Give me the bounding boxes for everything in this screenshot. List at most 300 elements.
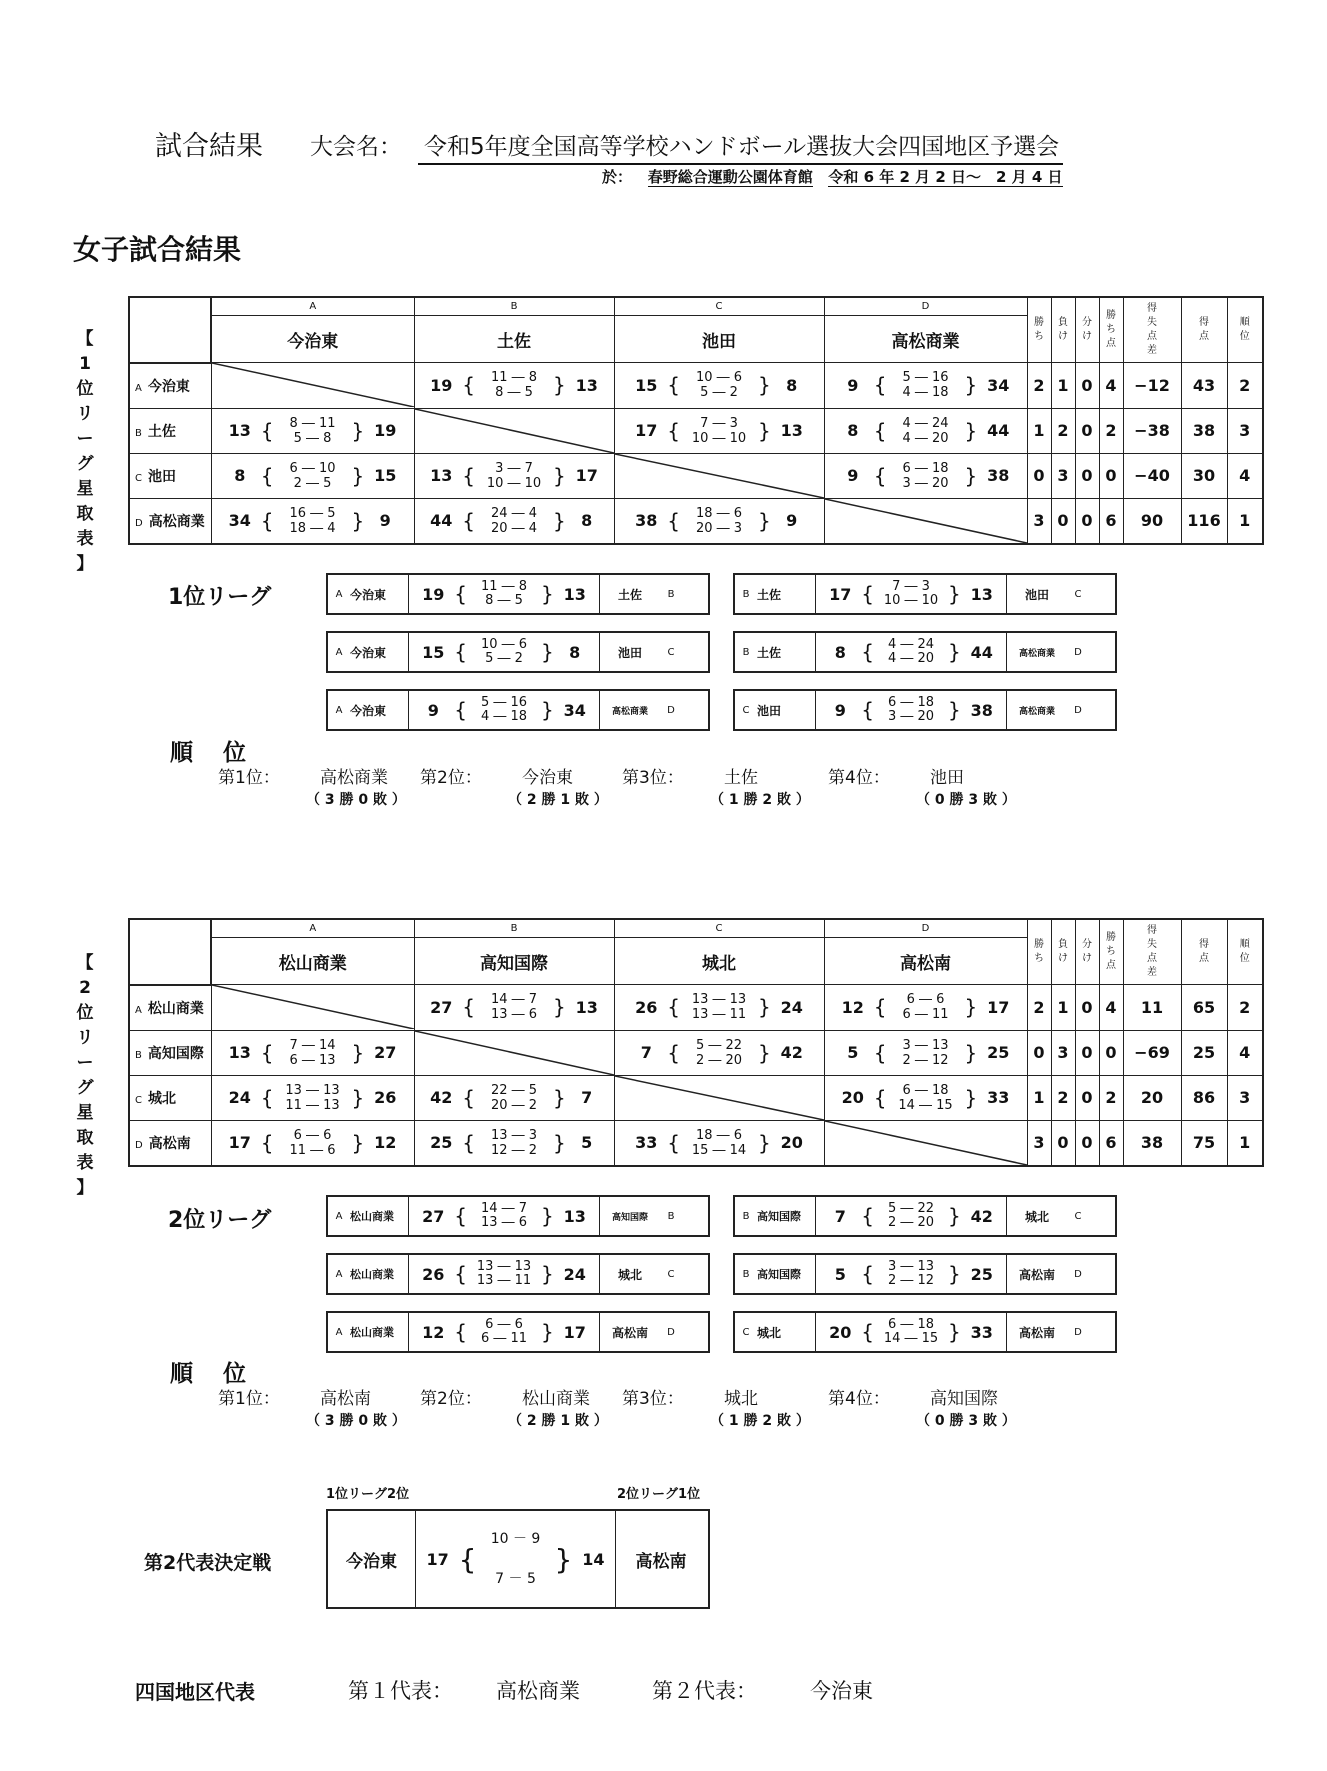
cell-score — [825, 992, 1027, 1022]
stat-header-label: 得 点 — [1199, 317, 1209, 342]
row-letter: B — [135, 1049, 142, 1061]
cell-halves — [893, 992, 959, 1022]
column-letter: D — [824, 919, 1027, 938]
cell-second-half: 3 ― 20 — [902, 475, 949, 491]
cell-halves — [280, 1083, 346, 1113]
cell-score — [415, 1128, 614, 1158]
match-box — [733, 689, 1117, 731]
ranking-place: 第1位： — [218, 1389, 280, 1409]
match-score — [418, 580, 589, 608]
match-first-half: 14 ― 7 — [480, 1201, 528, 1216]
match-left-total: 12 — [422, 1322, 445, 1342]
table-row — [129, 1075, 1263, 1120]
brace-close: } — [758, 508, 771, 533]
stat-value: 11 — [1123, 985, 1181, 1031]
cell-second-half: 2 ― 20 — [695, 1052, 743, 1068]
stat-header — [1099, 297, 1123, 363]
stat-value: 65 — [1181, 985, 1227, 1031]
diagonal-cell — [414, 1030, 614, 1075]
brace-open: { — [454, 698, 467, 722]
match-score — [409, 575, 599, 613]
score-cell — [211, 1120, 414, 1166]
cell-halves — [481, 1128, 547, 1158]
brace-open: { — [861, 582, 874, 606]
score-cell — [211, 453, 414, 498]
column-team-name: 松山商業 — [211, 938, 414, 985]
cell-halves — [893, 416, 959, 446]
tournament-label: 大会名： — [310, 134, 402, 160]
match-left-total: 9 — [834, 700, 846, 720]
side-label-char: 【 — [76, 953, 94, 973]
column-letter: C — [614, 297, 824, 316]
row-team-name: 高松南 — [148, 1135, 191, 1152]
match-score — [825, 1260, 996, 1288]
venue-line — [602, 166, 1063, 187]
match-score — [409, 1313, 599, 1351]
cell-score — [212, 416, 414, 446]
home-letter: A — [335, 704, 343, 716]
cell-second-half: 14 ― 15 — [898, 1097, 953, 1113]
cell-left-total: 13 — [228, 1043, 251, 1062]
home-team: 土佐 — [757, 633, 816, 671]
cell-second-half: 13 ― 11 — [691, 1007, 747, 1023]
match-first-half: 10 ― 6 — [480, 637, 528, 652]
cell-second-half: 8 ― 5 — [495, 385, 533, 401]
home-team: 松山商業 — [350, 1197, 409, 1235]
cell-left-total: 33 — [635, 1133, 658, 1152]
match-box — [326, 573, 710, 615]
away-letter: C — [667, 646, 675, 658]
playoff-score: 17 { 10 － 9 7 － 5 } 14 — [416, 1511, 616, 1607]
ranking-team: 高松商業 — [320, 768, 388, 788]
ranking-team: 高松南 — [320, 1389, 371, 1409]
league2-star-table-grid — [128, 918, 1264, 1167]
stat-header — [1099, 919, 1123, 985]
cell-left-total: 17 — [228, 1133, 251, 1152]
cell-left-total: 8 — [847, 421, 859, 440]
match-score — [816, 1313, 1006, 1351]
stat-value: 1 — [1051, 985, 1075, 1031]
cell-first-half: 3 ― 7 — [495, 460, 533, 476]
league2-side-label — [74, 951, 96, 1201]
column-team-name: 土佐 — [414, 316, 614, 363]
ranking-record: （ 0 勝 3 敗 ） — [916, 792, 1016, 808]
diagonal-cell — [414, 408, 614, 453]
cell-second-half: 20 ― 3 — [695, 520, 743, 536]
diagonal-line — [212, 363, 414, 407]
cell-left-total: 7 — [640, 1043, 652, 1062]
column-team-name: 高松南 — [824, 938, 1027, 985]
away-team: 高松南 — [1006, 1313, 1067, 1351]
cell-second-half: 4 ― 20 — [902, 430, 949, 446]
stat-value: 4 — [1227, 453, 1263, 498]
cell-left-total: 15 — [635, 375, 658, 395]
match-second-half: 4 ― 20 — [887, 651, 935, 666]
brace-close: } — [948, 640, 961, 664]
league1-star-table-grid — [128, 296, 1264, 545]
match-score — [418, 1202, 589, 1230]
match-first-half: 3 ― 13 — [887, 1259, 935, 1274]
ranking-team: 土佐 — [724, 768, 758, 788]
match-halves — [473, 1260, 535, 1288]
ranking-record: （ 2 勝 1 敗 ） — [508, 792, 608, 808]
match-first-half: 7 ― 3 — [892, 579, 930, 594]
playoff-right-team: 高松南 — [635, 1551, 687, 1572]
side-label-char: 表 — [76, 529, 94, 549]
cell-second-half: 10 ― 10 — [486, 475, 542, 491]
stat-value: 0 — [1027, 1030, 1051, 1075]
stat-value: −12 — [1123, 363, 1181, 409]
column-letter: A — [211, 919, 414, 938]
side-label-char: 位 — [76, 379, 94, 399]
away-letter: D — [667, 704, 675, 716]
row-team — [129, 985, 211, 1031]
brace-close: } — [948, 1204, 961, 1228]
stat-value: 0 — [1075, 1120, 1099, 1166]
brace-open: { — [861, 698, 874, 722]
match-second-half: 5 ― 2 — [485, 651, 523, 666]
row-team-name: 高松商業 — [148, 513, 205, 530]
brace-open: { — [861, 640, 874, 664]
away-team: 土佐 — [599, 575, 660, 613]
stat-value: 4 — [1099, 363, 1123, 409]
home-letter: C — [742, 1326, 750, 1338]
playoff-second-half: 7 － 5 — [495, 1571, 536, 1587]
brace-close: } — [758, 1040, 771, 1065]
stat-value: 86 — [1181, 1075, 1227, 1120]
league1-side-label — [74, 327, 96, 577]
away-letter: B — [667, 588, 675, 600]
score-cell — [211, 408, 414, 453]
cell-first-half: 7 ― 14 — [289, 1037, 336, 1053]
match-score — [418, 1260, 589, 1288]
cell-left-total: 44 — [430, 511, 453, 530]
row-letter: D — [135, 517, 143, 529]
cell-first-half: 14 ― 7 — [490, 992, 538, 1008]
match-halves — [473, 1318, 535, 1346]
home-team: 高知国際 — [757, 1197, 816, 1235]
away-letter: C — [667, 1268, 675, 1280]
match-halves — [473, 696, 535, 724]
cell-score — [212, 1038, 414, 1068]
stat-value: 0 — [1075, 985, 1099, 1031]
cell-first-half: 13 ― 13 — [285, 1082, 340, 1098]
match-right-total: 8 — [569, 642, 581, 662]
cell-halves — [481, 992, 547, 1022]
table-row — [129, 985, 1263, 1031]
row-letter: B — [135, 427, 142, 439]
brace-open: { — [462, 995, 475, 1020]
stat-value: 0 — [1051, 498, 1075, 544]
side-label-char: 星 — [76, 479, 94, 499]
stat-value: 2 — [1227, 363, 1263, 409]
cell-right-total: 7 — [581, 1088, 593, 1107]
cell-right-total: 12 — [374, 1133, 397, 1152]
diagonal-cell — [824, 498, 1027, 544]
brace-close: } — [964, 1040, 978, 1065]
side-label-char: 位 — [76, 1003, 94, 1023]
side-label-char: グ — [76, 1078, 94, 1098]
score-cell — [414, 1075, 614, 1120]
stat-header — [1181, 297, 1227, 363]
stat-value: 2 — [1027, 985, 1051, 1031]
cell-right-total: 17 — [575, 466, 598, 485]
stat-header — [1123, 919, 1181, 985]
home-team: 土佐 — [757, 575, 816, 613]
home-letter: A — [335, 1210, 343, 1222]
cell-right-total: 17 — [987, 997, 1010, 1017]
cell-second-half: 18 ― 4 — [289, 520, 336, 536]
match-score — [409, 633, 599, 671]
cell-second-half: 2 ― 12 — [902, 1052, 949, 1068]
brace-close: } — [948, 582, 961, 606]
brace-open: { — [667, 418, 680, 443]
cell-right-total: 38 — [987, 466, 1010, 485]
match-second-half: 10 ― 10 — [883, 593, 939, 608]
cell-first-half: 22 ― 5 — [490, 1082, 538, 1098]
brace-open: { — [260, 463, 274, 488]
cell-halves — [686, 416, 752, 446]
away-team: 高松南 — [1006, 1255, 1067, 1293]
match-halves — [473, 638, 535, 666]
score-cell — [414, 985, 614, 1031]
stat-value: 0 — [1051, 1120, 1075, 1166]
match-score — [409, 1197, 599, 1235]
cell-score — [415, 506, 614, 536]
stat-header-label: 順 位 — [1239, 317, 1250, 342]
brace-close: } — [553, 373, 566, 398]
cell-score — [615, 370, 824, 400]
cell-left-total: 17 — [635, 421, 658, 440]
cell-first-half: 6 ― 18 — [902, 1082, 949, 1098]
cell-second-half: 20 ― 4 — [490, 520, 538, 536]
away-team: 池田 — [1006, 575, 1067, 613]
cell-right-total: 19 — [374, 421, 397, 440]
side-label-char: 星 — [76, 1103, 94, 1123]
cell-first-half: 4 ― 24 — [902, 415, 949, 431]
cell-right-total: 13 — [780, 421, 803, 440]
stat-header — [1227, 919, 1263, 985]
cell-left-total: 13 — [430, 466, 453, 485]
cell-score — [415, 1083, 614, 1113]
cell-halves — [686, 1128, 752, 1158]
home-letter: A — [335, 588, 343, 600]
stat-header — [1075, 297, 1099, 363]
cell-score — [615, 1038, 824, 1068]
home-letter: A — [335, 1268, 343, 1280]
match-second-half: 2 ― 20 — [887, 1215, 935, 1230]
stat-header-label: 分 け — [1082, 939, 1092, 964]
stat-value: 38 — [1123, 1120, 1181, 1166]
brace-open: { — [873, 373, 887, 398]
match-halves — [880, 696, 942, 724]
diagonal-line — [615, 1076, 824, 1120]
cell-left-total: 12 — [841, 997, 864, 1017]
match-halves — [473, 1202, 535, 1230]
away-team: 高松商業 — [1006, 691, 1067, 729]
cell-score — [415, 461, 614, 491]
match-halves — [473, 580, 535, 608]
row-team — [129, 498, 211, 544]
cell-second-half: 6 ― 11 — [902, 1007, 949, 1023]
home-team: 松山商業 — [350, 1313, 409, 1351]
stat-value: 6 — [1099, 1120, 1123, 1166]
cell-second-half: 5 ― 2 — [700, 385, 738, 401]
diagonal-cell — [614, 453, 824, 498]
home-letter: A — [335, 1326, 343, 1338]
cell-second-half: 6 ― 13 — [289, 1052, 336, 1068]
match-score — [418, 1318, 589, 1346]
brace-close: } — [758, 1130, 771, 1155]
brace-open: { — [454, 582, 467, 606]
diagonal-cell — [824, 1120, 1027, 1166]
score-cell — [414, 1120, 614, 1166]
side-label-char: 2 — [79, 978, 91, 998]
row-team-name: 池田 — [147, 468, 176, 485]
brace-close: } — [948, 1262, 961, 1286]
match-right-total: 38 — [970, 700, 993, 720]
venue-label: 於： — [602, 168, 633, 186]
score-cell — [614, 1030, 824, 1075]
side-label-char: 取 — [76, 504, 94, 524]
ranking-record: （ 3 勝 0 敗 ） — [306, 1413, 406, 1429]
cell-first-half: 18 ― 6 — [695, 1127, 743, 1143]
match-right-total: 44 — [970, 642, 993, 662]
match-first-half: 4 ― 24 — [887, 637, 935, 652]
column-team-name: 池田 — [614, 316, 824, 363]
score-cell — [824, 363, 1027, 409]
cell-score — [415, 992, 614, 1022]
cell-left-total: 24 — [228, 1088, 251, 1107]
brace-open: { — [667, 508, 680, 533]
cell-right-total: 20 — [780, 1133, 803, 1152]
brace-open: { — [462, 508, 475, 533]
stat-header-label: 勝 ち 点 — [1106, 310, 1116, 349]
home-team: 今治東 — [350, 633, 409, 671]
match-first-half: 5 ― 16 — [480, 695, 528, 710]
brace-close: } — [351, 418, 365, 443]
away-team: 城北 — [599, 1255, 660, 1293]
stat-value: 43 — [1181, 363, 1227, 409]
cell-right-total: 26 — [374, 1088, 397, 1107]
home-team: 今治東 — [350, 575, 409, 613]
stat-value: 1 — [1051, 363, 1075, 409]
match-second-half: 4 ― 18 — [480, 709, 528, 724]
cell-second-half: 20 ― 2 — [490, 1097, 538, 1113]
page-title: 試合結果 — [155, 131, 263, 162]
tournament-name: 令和5年度全国高等学校ハンドボール選抜大会四国地区予選会 — [418, 128, 1063, 165]
match-score — [409, 691, 599, 729]
cell-score — [825, 1083, 1027, 1113]
score-cell — [414, 453, 614, 498]
away-letter: D — [1074, 704, 1082, 716]
venue-name: 春野総合運動公園体育館 — [647, 168, 813, 186]
cell-second-half: 11 ― 6 — [289, 1142, 336, 1158]
brace-open: { — [454, 1262, 467, 1286]
column-team-name: 高松商業 — [824, 316, 1027, 363]
cell-score — [615, 506, 824, 536]
stat-value: 25 — [1181, 1030, 1227, 1075]
cell-halves — [280, 1128, 346, 1158]
league1-ranking-title: 順位 — [170, 740, 276, 766]
cell-first-half: 16 ― 5 — [289, 505, 336, 521]
score-cell — [614, 498, 824, 544]
cell-score — [615, 1128, 824, 1158]
cell-second-half: 2 ― 5 — [293, 475, 332, 491]
cell-right-total: 13 — [575, 375, 598, 395]
match-box — [326, 1311, 710, 1353]
match-right-total: 13 — [563, 584, 586, 604]
ranking-team: 池田 — [930, 768, 964, 788]
row-team — [129, 1030, 211, 1075]
match-box — [733, 631, 1117, 673]
match-score — [816, 1197, 1006, 1235]
match-right-total: 17 — [563, 1322, 586, 1342]
cell-score — [615, 416, 824, 446]
table-row — [129, 1030, 1263, 1075]
ranking-record: （ 1 勝 2 敗 ） — [710, 792, 810, 808]
brace-open: { — [260, 508, 274, 533]
cell-first-half: 3 ― 13 — [902, 1037, 949, 1053]
stat-value: 1 — [1027, 408, 1051, 453]
brace-close: } — [351, 508, 365, 533]
cell-score — [825, 461, 1027, 491]
brace-close: } — [964, 373, 978, 398]
table-row — [129, 1120, 1263, 1166]
stat-header-label: 負 け — [1058, 317, 1068, 342]
side-label-char: 取 — [76, 1128, 94, 1148]
cell-second-half: 4 ― 18 — [902, 385, 949, 401]
table-row — [129, 498, 1263, 544]
section-title: 女子試合結果 — [73, 233, 242, 266]
match-box — [733, 1311, 1117, 1353]
row-team — [129, 1075, 211, 1120]
stat-header — [1075, 919, 1099, 985]
brace-close: } — [553, 1085, 566, 1110]
cell-left-total: 9 — [847, 466, 859, 485]
side-label-char: 】 — [76, 554, 94, 574]
brace-close: } — [351, 1040, 365, 1065]
cell-left-total: 38 — [635, 511, 658, 530]
cell-right-total: 9 — [786, 511, 798, 530]
stat-header — [1051, 919, 1075, 985]
brace-close: } — [351, 463, 365, 488]
brace-close: } — [351, 1130, 365, 1155]
column-letter: B — [414, 297, 614, 316]
match-left-total: 20 — [829, 1322, 852, 1342]
match-score — [418, 638, 589, 666]
playoff-left-total: 17 — [426, 1549, 449, 1569]
away-team: 高知国際 — [599, 1197, 660, 1235]
column-letter: A — [211, 297, 414, 316]
home-letter: C — [742, 704, 750, 716]
row-team-name: 今治東 — [147, 378, 190, 395]
cell-halves — [893, 1038, 959, 1068]
cell-right-total: 42 — [780, 1043, 803, 1062]
stat-header-label: 負 け — [1058, 939, 1068, 964]
score-cell — [614, 1120, 824, 1166]
away-letter: D — [667, 1326, 675, 1338]
match-halves — [880, 1318, 942, 1346]
brace-open: { — [873, 1040, 887, 1065]
cell-right-total: 27 — [374, 1043, 397, 1062]
home-team: 松山商業 — [350, 1255, 409, 1293]
diagonal-cell — [211, 363, 414, 409]
away-letter: B — [667, 1210, 675, 1222]
cell-halves — [686, 1038, 752, 1068]
stat-value: −40 — [1123, 453, 1181, 498]
stat-header-label: 得 点 — [1199, 939, 1209, 964]
